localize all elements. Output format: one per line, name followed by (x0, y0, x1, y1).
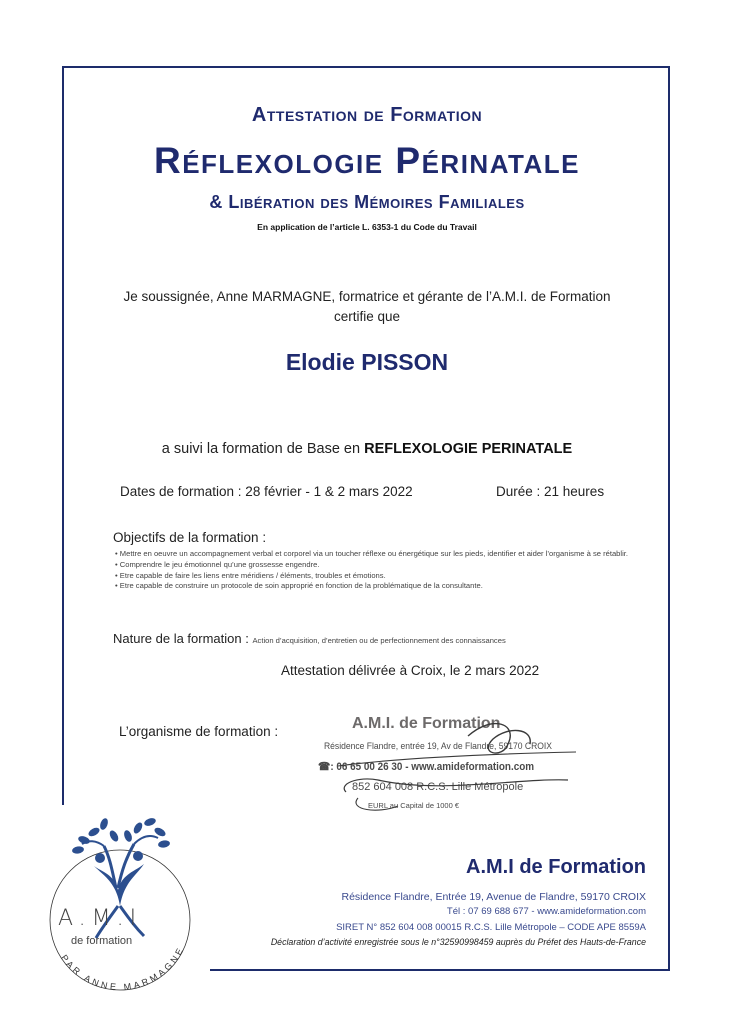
signature (318, 714, 588, 824)
intro-line-2: certifie que (333, 309, 401, 324)
training-dates: Dates de formation : 28 février - 1 & 2 mars 2022 (120, 484, 413, 499)
logo-ring-text (59, 944, 186, 992)
objective-item: • Etre capable de construire un protocole de soin approprié en fonction de la problématique de la consultante. (115, 581, 483, 591)
certificate-title: Réflexologie Périnatale (153, 140, 580, 181)
footer-company-name: A.M.I de Formation (466, 856, 646, 878)
nature-label: Nature de la formation : (113, 631, 253, 646)
nature-value: Action d’acquisition, d’entretien ou de perfectionnement des connaissances (252, 636, 506, 645)
intro-line-1: Je soussignée, Anne MARMAGNE, formatrice et gérante de l’A.M.I. de Formation (123, 289, 611, 304)
certificate-subtitle: & Libération des Mémoires Familiales (209, 192, 525, 212)
stamp-phone: ☎: 06 65 00 26 30 - www.amideformation.com (318, 761, 535, 773)
objective-item: • Etre capable de faire les liens entre méridiens / éléments, troubles et émotions. (115, 570, 386, 580)
delivery-statement: Attestation délivrée à Croix, le 2 mars 2022 (281, 663, 540, 678)
footer-address: Résidence Flandre, Entrée 19, Avenue de Flandre, 59170 CROIX (341, 891, 646, 903)
logo-letters: A.M.I (58, 906, 143, 931)
intro-text (0, 287, 734, 327)
stamp-rcs: 852 604 008 R.C.S. Lille Métropole (352, 781, 524, 793)
training-duration: Durée : 21 heures (496, 484, 605, 499)
legal-reference: En application de l’article L. 6353-1 du Code du Travail (257, 222, 477, 232)
course-name: REFLEXOLOGIE PERINATALE (364, 441, 573, 457)
footer-siret: SIRET N° 852 604 008 00015 R.C.S. Lille Métropole – CODE APE 8559A (336, 922, 646, 933)
logo-ring-textpath: PAR ANNE MARMAGNE (59, 944, 187, 993)
objective-item: • Comprendre le jeu émotionnel qu’une grossesse engendre. (115, 559, 320, 569)
stamp-address: Résidence Flandre, entrée 19, Av de Flandre, 59170 CROIX (324, 741, 552, 752)
objective-item: • Mettre en oeuvre un accompagnement verbal et corporel via un toucher réflexe ou énergétique sur les pieds, identifier et aider l’organisme à se rétablir. (115, 549, 628, 558)
logo-subtitle: de formation (71, 935, 133, 947)
footer-declaration: Déclaration d’activité enregistrée sous le n°32590998459 auprès du Préfet des Hauts-de-France (270, 937, 646, 947)
trainee-name: Elodie PISSON (285, 349, 449, 375)
course-statement (0, 441, 734, 457)
training-nature (113, 631, 506, 646)
course-prefix: a suivi la formation de Base en (161, 441, 365, 457)
attestation-heading: Attestation de Formation (251, 104, 483, 126)
footer-contact: Tél : 07 69 688 677 - www.amideformation.com (446, 906, 646, 917)
ami-logo (38, 810, 198, 1000)
objectives-list (115, 549, 635, 592)
stamp-name: A.M.I. de Formation (352, 715, 501, 732)
company-stamp (318, 714, 588, 824)
objectives-heading: Objectifs de la formation : (113, 530, 267, 545)
organisme-label: L’organisme de formation : (119, 724, 279, 739)
stamp-capital: EURL au Capital de 1000 € (368, 801, 460, 810)
